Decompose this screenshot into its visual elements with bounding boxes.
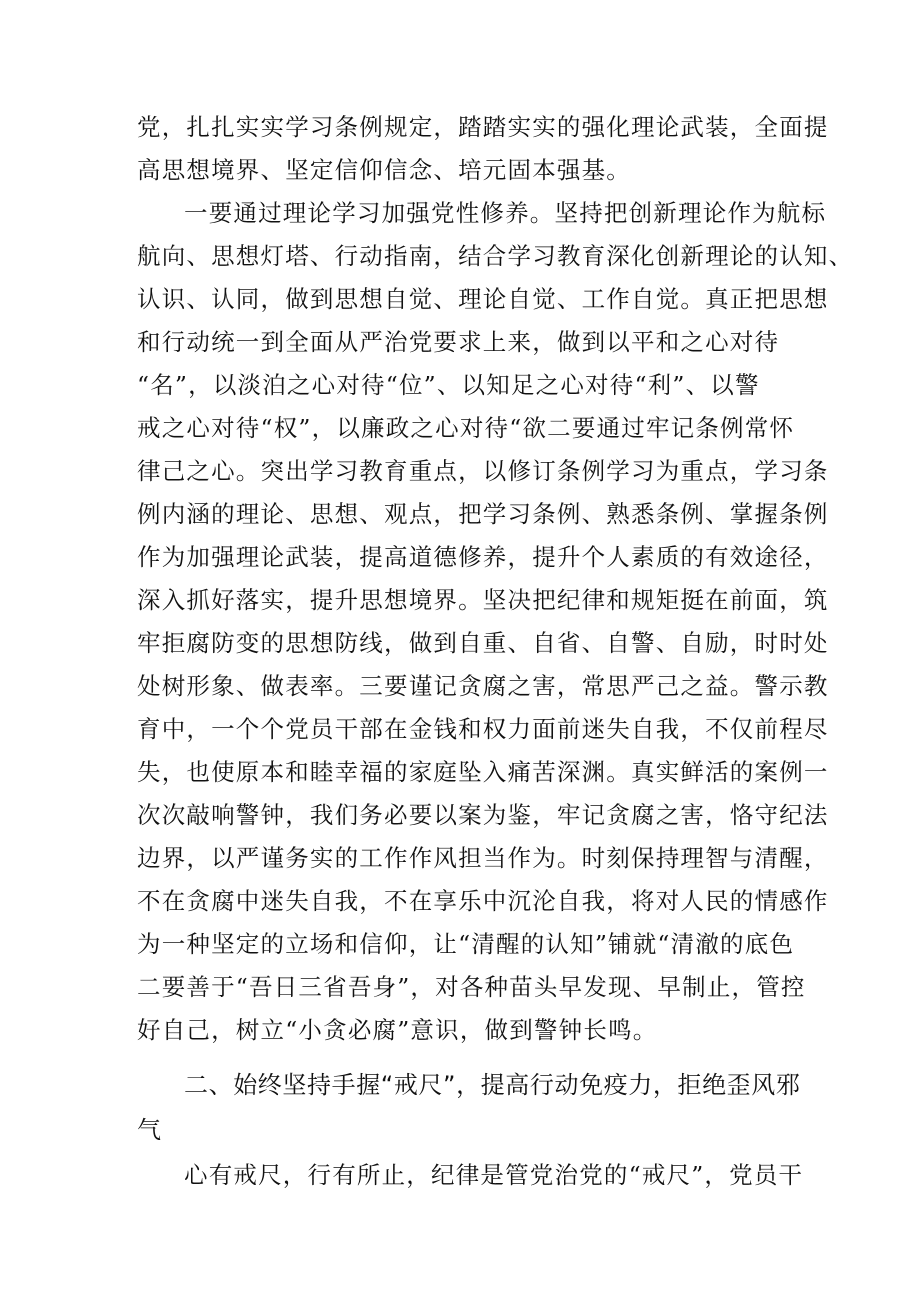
text-line: 二要善于“吾日三省吾身”，对各种苗头早发现、早制止，管控	[137, 973, 806, 1001]
paragraph-first-line: 一要通过理论学习加强党性修养。坚持把创新理论作为航标	[184, 199, 827, 227]
text-line: 牢拒腐防变的思想防线，做到自重、自省、自警、自励，时时处	[137, 629, 829, 657]
text-line: 处树形象、做表率。三要谨记贪腐之害，常思严己之益。警示教	[137, 672, 829, 700]
text-line: 律己之心。突出学习教育重点，以修订条例学习为重点，学习条	[137, 457, 829, 485]
text-line: 和行动统一到全面从严治党要求上来，做到以平和之心对待	[137, 328, 780, 356]
text-line: 深入抓好落实，提升思想境界。坚决把纪律和规矩挺在前面，筑	[137, 586, 829, 614]
text-line: 高思想境界、坚定信仰信念、培元固本强基。	[137, 156, 631, 184]
section-heading-continued: 气	[137, 1116, 162, 1144]
text-line: 为一种坚定的立场和信仰，让“清醒的认知”铺就“清澈的底色	[137, 930, 795, 958]
text-line: 戒之心对待“权”，以廉政之心对待“欲二要通过牢记条例常怀	[137, 414, 795, 442]
text-line: 育中，一个个党员干部在金钱和权力面前迷失自我，不仅前程尽	[137, 715, 829, 743]
text-line: “名”，以淡泊之心对待“位”、以知足之心对待“利”、以警	[137, 371, 760, 399]
text-line: 失，也使原本和睦幸福的家庭坠入痛苦深渊。真实鲜活的案例一	[137, 758, 829, 786]
section-heading: 二、始终坚持手握“戒尺”，提高行动免疫力，拒绝歪风邪	[184, 1071, 801, 1099]
text-line: 次次敲响警钟，我们务必要以案为鉴，牢记贪腐之害，恪守纪法	[137, 801, 829, 829]
text-line: 党，扎扎实实学习条例规定，踏踏实实的强化理论武装，全面提	[137, 113, 829, 141]
text-line: 作为加强理论武装，提高道德修养，提升个人素质的有效途径，	[137, 543, 829, 571]
paragraph-first-line: 心有戒尺，行有所止，纪律是管党治党的“戒尺”，党员干	[184, 1161, 804, 1189]
text-line: 认识、认同，做到思想自觉、理论自觉、工作自觉。真正把思想	[137, 285, 829, 313]
text-line: 航向、思想灯塔、行动指南，结合学习教育深化创新理论的认知、	[137, 242, 854, 270]
text-line: 例内涵的理论、思想、观点，把学习条例、熟悉条例、掌握条例	[137, 500, 829, 528]
text-line: 不在贪腐中迷失自我，不在享乐中沉沦自我，将对人民的情感作	[137, 887, 829, 915]
text-line: 好自己，树立“小贪必腐”意识，做到警钟长鸣。	[137, 1016, 658, 1044]
text-line: 边界，以严谨务实的工作作风担当作为。时刻保持理智与清醒，	[137, 844, 829, 872]
